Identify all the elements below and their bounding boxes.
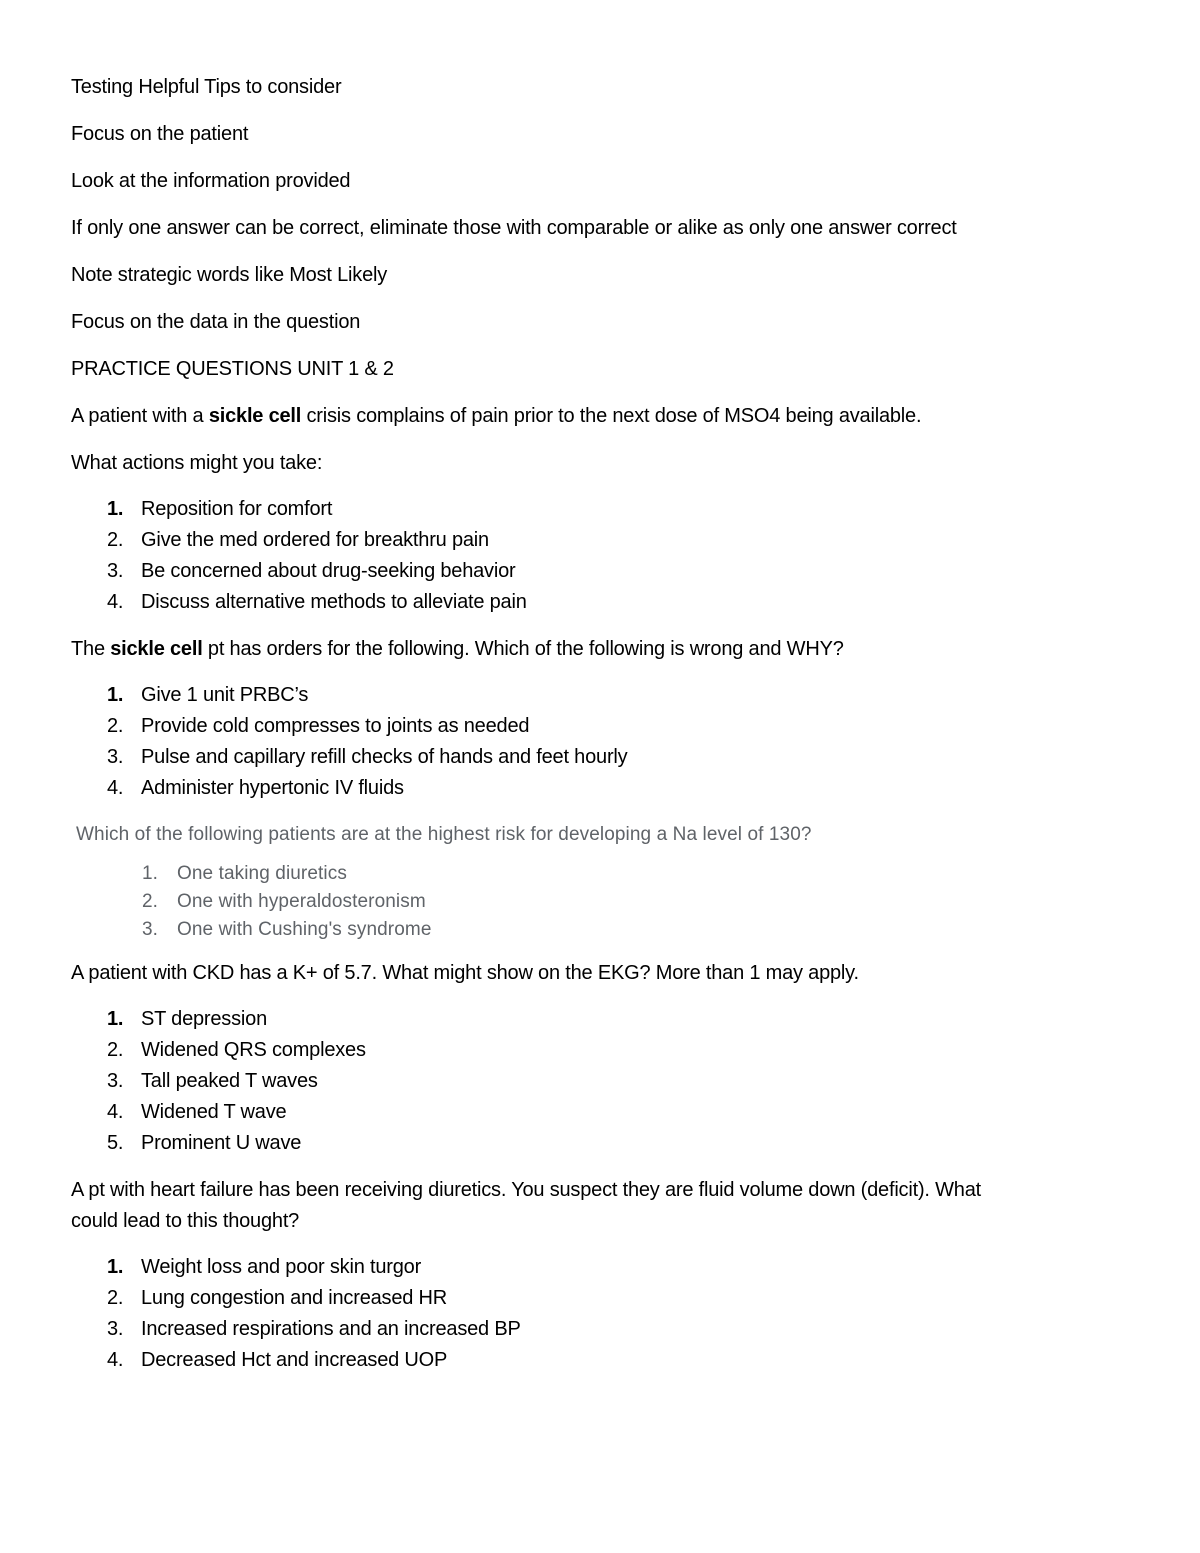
question-1-text — [71, 401, 1131, 432]
answer-option — [71, 742, 1131, 773]
option-number: 4. — [107, 1101, 124, 1123]
option-number: 5. — [107, 1132, 124, 1154]
option-text: Administer hypertonic IV fluids — [141, 777, 404, 799]
option-text: Give 1 unit PRBC’s — [141, 684, 309, 706]
option-number: 1. — [142, 863, 159, 884]
question-2-suffix: pt has orders for the following. Which of the following is wrong and WHY? — [202, 638, 844, 660]
option-text: Tall peaked T waves — [141, 1070, 318, 1092]
option-number: 2. — [107, 715, 124, 737]
option-number: 2. — [107, 529, 124, 551]
answer-option — [71, 525, 1131, 556]
tips-heading: Testing Helpful Tips to consider — [71, 76, 342, 98]
question-1-prompt: What actions might you take: — [71, 452, 323, 474]
answer-option — [71, 1066, 1131, 1097]
option-number: 2. — [107, 1287, 124, 1309]
question-5-line-2: could lead to this thought? — [71, 1210, 300, 1232]
answer-option — [71, 1097, 1131, 1128]
option-text: Decreased Hct and increased UOP — [141, 1349, 448, 1371]
option-text: Reposition for comfort — [141, 498, 333, 520]
answer-option — [71, 1283, 1131, 1314]
option-number: 3. — [107, 1070, 124, 1092]
question-2-text — [71, 634, 1131, 665]
option-text: Widened QRS complexes — [141, 1039, 366, 1061]
tip-item: Note strategic words like Most Likely — [71, 264, 388, 286]
option-number: 3. — [142, 919, 159, 940]
answer-option — [71, 1004, 1131, 1035]
option-number: 3. — [107, 560, 124, 582]
answer-option — [71, 1345, 1131, 1376]
option-text: One taking diuretics — [177, 863, 347, 884]
question-1-suffix: crisis complains of pain prior to the next dose of MSO4 being available. — [301, 405, 922, 427]
option-text: Provide cold compresses to joints as needed — [141, 715, 530, 737]
option-number: 2. — [107, 1039, 124, 1061]
option-text: Lung congestion and increased HR — [141, 1287, 448, 1309]
option-text: Widened T wave — [141, 1101, 287, 1123]
tip-item: Look at the information provided — [71, 170, 351, 192]
option-number: 1. — [107, 498, 124, 520]
answer-option — [71, 680, 1131, 711]
question-5-line-1: A pt with heart failure has been receiving diuretics. You suspect they are fluid volume down (deficit). What — [71, 1179, 982, 1201]
answer-option — [71, 888, 1131, 916]
option-text: Weight loss and poor skin turgor — [141, 1256, 422, 1278]
option-number: 4. — [107, 591, 124, 613]
question-4-text: A patient with CKD has a K+ of 5.7. What might show on the EKG? More than 1 may apply. — [71, 962, 859, 984]
answer-option — [71, 1128, 1131, 1159]
question-3-text: Which of the following patients are at the highest risk for developing a Na level of 130? — [76, 824, 812, 845]
option-text: One with hyperaldosteronism — [177, 891, 426, 912]
option-number: 3. — [107, 746, 124, 768]
option-text: Prominent U wave — [141, 1132, 302, 1154]
tip-item: Focus on the patient — [71, 123, 249, 145]
option-number: 4. — [107, 1349, 124, 1371]
answer-option — [71, 1314, 1131, 1345]
question-5-options — [71, 1252, 1131, 1376]
answer-option — [71, 1035, 1131, 1066]
question-4-options — [71, 1004, 1131, 1159]
option-number: 1. — [107, 1008, 124, 1030]
tip-item: Focus on the data in the question — [71, 311, 361, 333]
answer-option — [71, 860, 1131, 888]
question-3-options — [71, 860, 1131, 944]
option-number: 1. — [107, 684, 124, 706]
answer-option — [71, 916, 1131, 944]
question-2-bold-term: sickle cell — [110, 638, 203, 660]
option-text: Increased respirations and an increased BP — [141, 1318, 521, 1340]
option-text: ST depression — [141, 1008, 267, 1030]
answer-option — [71, 1252, 1131, 1283]
option-text: One with Cushing's syndrome — [177, 919, 432, 940]
answer-option — [71, 587, 1131, 618]
section-title: PRACTICE QUESTIONS UNIT 1 & 2 — [71, 358, 394, 380]
option-number: 4. — [107, 777, 124, 799]
question-1-options — [71, 494, 1131, 618]
option-number: 1. — [107, 1256, 124, 1278]
question-2-options — [71, 680, 1131, 804]
option-number: 2. — [142, 891, 159, 912]
answer-option — [71, 773, 1131, 804]
document-content — [71, 72, 1131, 1392]
option-text: Pulse and capillary refill checks of hands and feet hourly — [141, 746, 628, 768]
tip-item: If only one answer can be correct, eliminate those with comparable or alike as only one answer correct — [71, 217, 957, 239]
question-1-bold-term: sickle cell — [208, 405, 302, 427]
question-1-prefix: A patient with a — [71, 405, 209, 427]
answer-option — [71, 556, 1131, 587]
option-text: Discuss alternative methods to alleviate pain — [141, 591, 527, 613]
question-2-prefix: The — [71, 638, 111, 660]
option-number: 3. — [107, 1318, 124, 1340]
answer-option — [71, 711, 1131, 742]
option-text: Be concerned about drug-seeking behavior — [141, 560, 516, 582]
question-5-text — [71, 1175, 1131, 1237]
option-text: Give the med ordered for breakthru pain — [141, 529, 489, 551]
answer-option — [71, 494, 1131, 525]
